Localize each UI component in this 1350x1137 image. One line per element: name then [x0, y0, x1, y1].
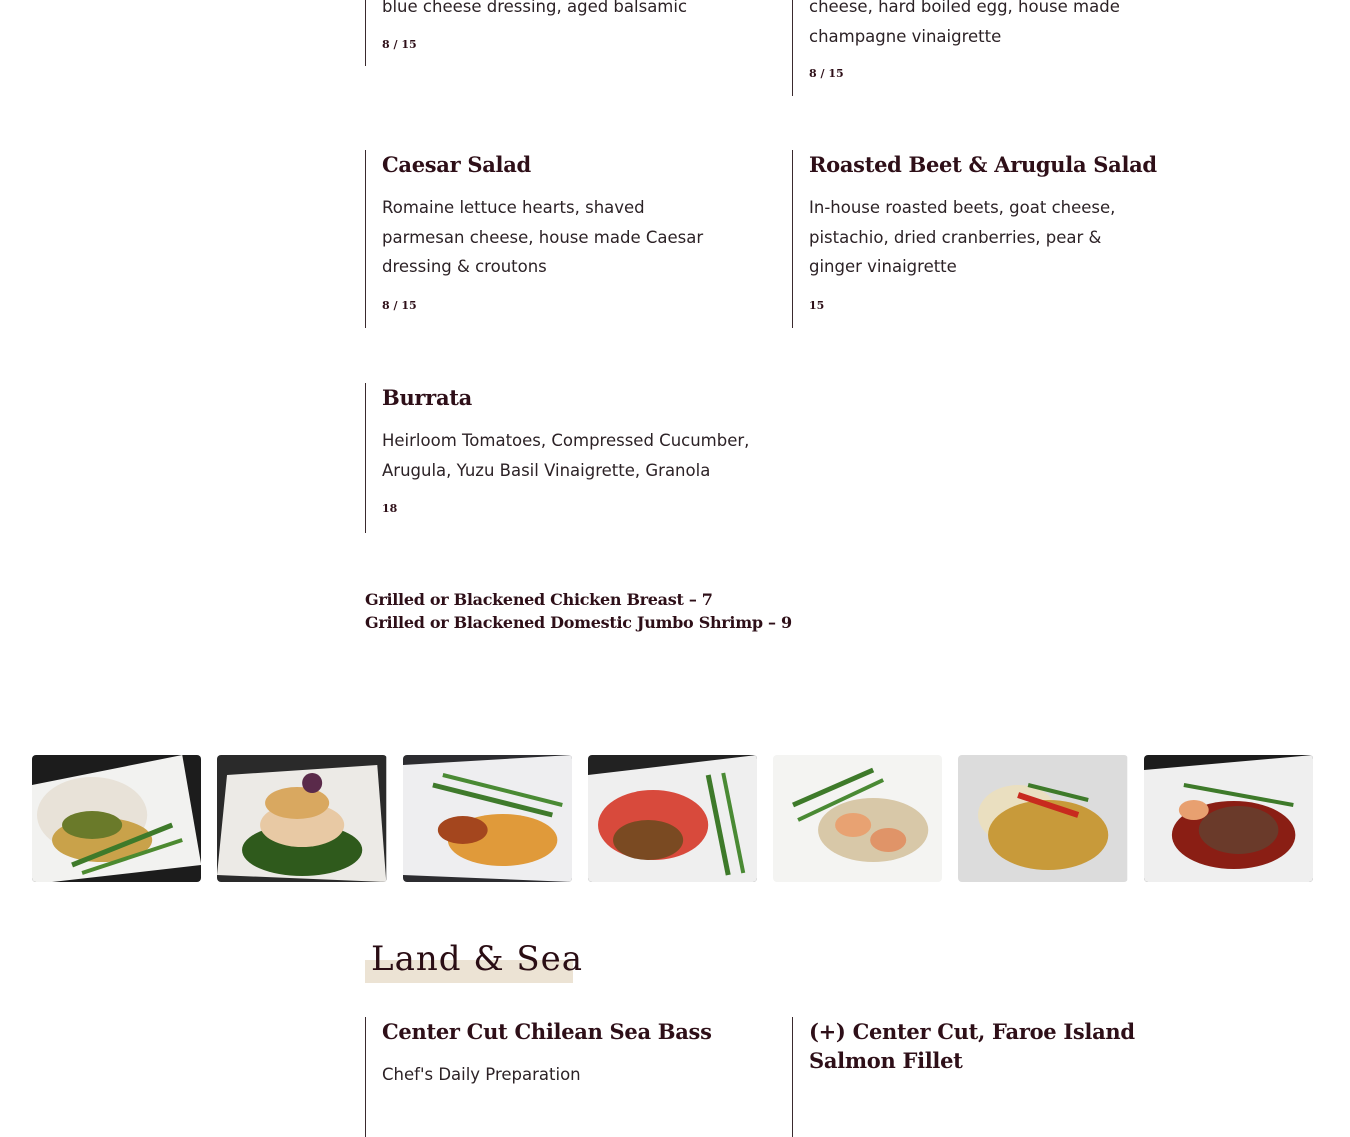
item-description: blue cheese dressing, aged balsamic — [382, 0, 688, 16]
fish-asparagus-photo[interactable] — [403, 755, 572, 882]
menu-item-caesar-salad — [365, 150, 765, 328]
item-title: Roasted Beet & Arugula Salad — [809, 152, 1157, 177]
menu-item-faroe-salmon — [792, 1017, 1192, 1137]
fish-pesto-beans-photo[interactable] — [217, 755, 386, 882]
salad-addons — [365, 588, 792, 634]
section-title: Land & Sea — [371, 939, 584, 979]
addon-chicken-price: – 7 — [688, 590, 713, 609]
section-header-land-sea — [365, 938, 583, 980]
addon-chicken — [365, 588, 792, 611]
menu-item-wedge-partial — [365, 0, 765, 66]
item-description-line-2: champagne vinaigrette — [809, 26, 1002, 46]
fish-peppers-rice-photo[interactable] — [958, 755, 1127, 882]
item-title-line-2: Salmon Fillet — [809, 1048, 963, 1073]
item-price: 8 / 15 — [382, 37, 417, 51]
item-description: Romaine lettuce hearts, shaved parmesan cheese, house made Caesar dressing & croutons — [382, 198, 704, 277]
addon-shrimp — [365, 611, 792, 634]
item-price: 18 — [382, 502, 398, 516]
item-description: Chef's Daily Preparation — [382, 1065, 581, 1084]
item-price: 8 / 15 — [382, 298, 417, 312]
fish-tomato-beans-photo[interactable] — [588, 755, 757, 882]
addon-shrimp-label: Grilled or Blackened Domestic Jumbo Shrimp — [365, 613, 763, 632]
item-title: Caesar Salad — [382, 152, 531, 177]
steak-sauce-photo[interactable] — [1144, 755, 1313, 882]
item-title: Burrata — [382, 385, 472, 410]
fish-greens-photo[interactable] — [32, 755, 201, 882]
addon-chicken-label: Grilled or Blackened Chicken Breast — [365, 590, 684, 609]
item-price: 8 / 15 — [809, 67, 844, 81]
menu-item-chilean-sea-bass — [365, 1017, 765, 1137]
item-title-line-1: (+) Center Cut, Faroe Island — [809, 1019, 1135, 1044]
item-description: Heirloom Tomatoes, Compressed Cucumber, Arugula, Yuzu Basil Vinaigrette, Granola — [382, 431, 750, 480]
item-title: Center Cut Chilean Sea Bass — [382, 1019, 712, 1044]
menu-item-burrata — [365, 383, 765, 533]
menu-item-cobb-partial — [792, 0, 1192, 96]
item-price: 15 — [809, 298, 825, 312]
item-description: In-house roasted beets, goat cheese, pistachio, dried cranberries, pear & ginger vinaigrette — [809, 198, 1116, 277]
shrimp-asparagus-photo[interactable] — [773, 755, 942, 882]
item-description: cheese, hard boiled egg, house made — [809, 0, 1120, 16]
addon-shrimp-price: – 9 — [768, 613, 792, 632]
menu-item-roasted-beet-salad — [792, 150, 1192, 328]
food-gallery — [32, 755, 1313, 882]
